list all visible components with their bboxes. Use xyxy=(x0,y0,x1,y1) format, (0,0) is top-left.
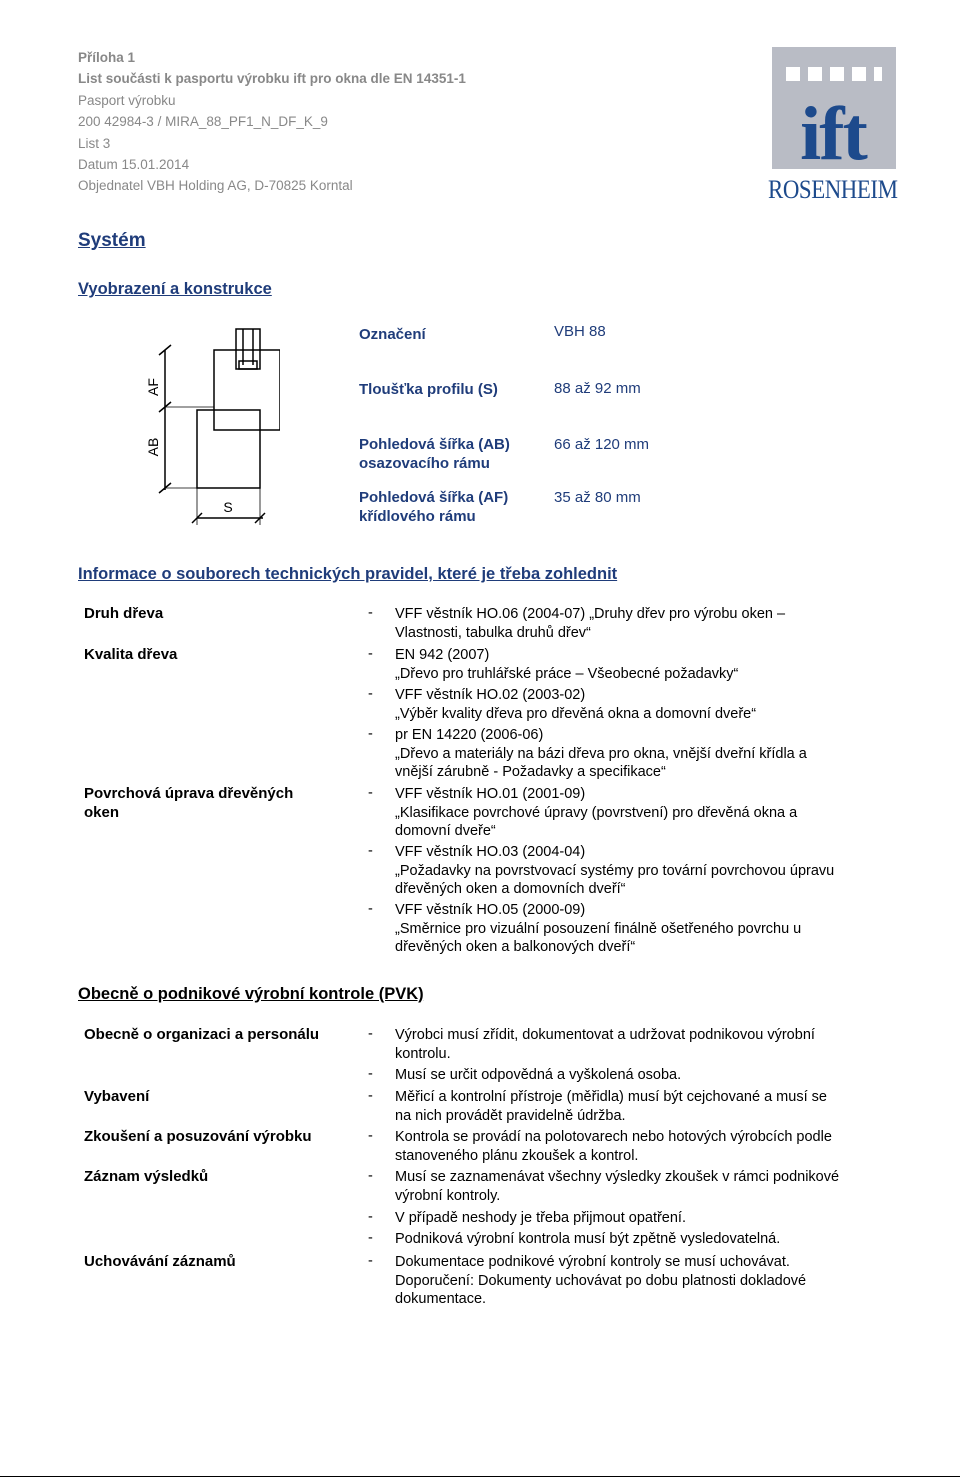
ift-rosenheim-logo xyxy=(768,47,898,207)
pvk-text: výrobní kontroly. xyxy=(395,1187,501,1204)
bullet-dash: - xyxy=(368,646,373,662)
pvk-results-2: V případě neshody je třeba přijmout opatření. xyxy=(395,1210,686,1226)
pvk-text: dokumentace. xyxy=(395,1291,487,1308)
header-annex: Příloha 1 xyxy=(78,50,136,65)
pvk-text: Měřicí a kontrolní přístroje (měřidla) musí být cejchované a musí se xyxy=(395,1089,827,1105)
document-header xyxy=(78,47,466,197)
pvk-text: stanoveného plánu zkoušek a kontrol. xyxy=(395,1147,639,1164)
pvk-text: Dokumentace podnikové výrobní kontroly se musí uchovávat. xyxy=(395,1254,790,1270)
spec-label-frame-width xyxy=(359,435,510,473)
spec-value-sash-width: 35 až 80 mm xyxy=(554,489,641,506)
page-title: Systém xyxy=(78,230,146,251)
bullet-dash: - xyxy=(368,1209,373,1225)
header-sheet: List 3 xyxy=(78,135,111,151)
header-client: Objednatel VBH Holding AG, D-70825 Korntal xyxy=(78,178,353,194)
spec-label-frame-width-line2: osazovacího rámu xyxy=(359,455,490,472)
spec-label-designation: Označení xyxy=(359,326,426,343)
rule-text: dřevěných oken a balkonových dveří“ xyxy=(395,939,636,956)
spec-value-frame-width: 66 až 120 mm xyxy=(554,436,650,453)
label-results-record: Záznam výsledků xyxy=(84,1168,209,1185)
label-surface-treatment xyxy=(84,784,293,822)
bullet-dash: - xyxy=(368,1128,373,1144)
rule-text: VFF věstník HO.01 (2001-09) xyxy=(395,786,586,802)
label-line: Povrchová úprava dřevěných xyxy=(84,785,294,802)
rule-en-14220 xyxy=(395,726,807,782)
rule-text: domovní dveře“ xyxy=(395,823,496,840)
rule-text: Vlastnosti, tabulka druhů dřev“ xyxy=(395,624,591,641)
pvk-text: Výrobci musí zřídit, dokumentovat a udržovat podnikovou výrobní xyxy=(395,1027,815,1043)
pvk-text: Kontrola se provádí na polotovarech nebo hotových výrobcích podle xyxy=(395,1129,832,1145)
rule-text: VFF věstník HO.05 (2000-09) xyxy=(395,902,586,918)
section-heading-technical-rules: Informace o souborech technických pravidel, které je třeba zohlednit xyxy=(78,565,618,583)
rule-text: VFF věstník HO.03 (2004-04) xyxy=(395,844,586,860)
rule-ho-03 xyxy=(395,843,834,899)
rule-text: „Klasifikace povrchové úpravy (povrstvení) pro dřevěná okna a xyxy=(395,804,798,821)
bullet-dash: - xyxy=(368,1253,373,1269)
spec-value-thickness: 88 až 92 mm xyxy=(554,380,641,397)
header-reference: 200 42984-3 / MIRA_88_PF1_N_DF_K_9 xyxy=(78,114,328,130)
pvk-text: Doporučení: Dokumenty uchovávat po dobu platnosti dokladové xyxy=(395,1272,807,1289)
spec-label-sash-width-line1: Pohledová šířka (AF) xyxy=(359,489,509,506)
pvk-text: na nich provádět pravidelně údržba. xyxy=(395,1107,626,1124)
spec-label-sash-width xyxy=(359,488,508,526)
s-dimension-label: S xyxy=(223,499,233,515)
page-bottom-rule xyxy=(0,1476,960,1477)
label-line: oken xyxy=(84,804,120,821)
rule-ho-02 xyxy=(395,686,756,723)
logo-city: ROSENHEIM xyxy=(768,175,898,204)
spec-label-frame-width-line1: Pohledová šířka (AB) xyxy=(359,436,510,453)
bullet-dash: - xyxy=(368,1168,373,1184)
header-date: Datum 15.01.2014 xyxy=(78,157,190,173)
pvk-text: kontrolu. xyxy=(395,1045,451,1062)
bullet-dash: - xyxy=(368,785,373,801)
rule-text: dřevěných oken a domovních dveří“ xyxy=(395,881,626,898)
pvk-testing xyxy=(395,1128,892,1165)
bullet-dash: - xyxy=(368,1026,373,1042)
rule-text: „Směrnice pro vizuální posouzení finálně ošetřeného povrchu u xyxy=(395,920,802,937)
rule-ho-05 xyxy=(395,901,801,957)
rule-ho-01 xyxy=(395,785,797,841)
bullet-dash: - xyxy=(368,686,373,702)
rule-text: „Požadavky na povrstvovací systémy pro tovární povrchovou úpravu xyxy=(395,862,835,879)
spec-value-designation: VBH 88 xyxy=(554,323,606,340)
ab-dimension-label: AB xyxy=(145,437,161,457)
rule-text: „Dřevo a materiály na bázi dřeva pro okna, vnější dveřní křídla a xyxy=(395,745,807,762)
label-wood-species: Druh dřeva xyxy=(84,605,164,622)
spec-label-sash-width-line2: křídlového rámu xyxy=(359,508,476,525)
bullet-dash: - xyxy=(368,726,373,742)
pvk-organization-1 xyxy=(395,1026,892,1063)
rule-text: pr EN 14220 (2006-06) xyxy=(395,727,544,743)
pvk-organization-2: Musí se určit odpovědná a vyškolená osoba. xyxy=(395,1067,682,1083)
pvk-results-3: Podniková výrobní kontrola musí být zpětně vysledovatelná. xyxy=(395,1231,781,1247)
rule-text: VFF věstník HO.06 (2004-07) „Druhy dřev pro výrobu oken – xyxy=(395,606,786,622)
pvk-equipment xyxy=(395,1088,892,1125)
label-equipment: Vybavení xyxy=(84,1088,150,1105)
logo-word: ift xyxy=(800,92,866,176)
rule-text: „Dřevo pro truhlářské práce – Všeobecné požadavky“ xyxy=(395,665,739,682)
rule-wood-species xyxy=(395,605,785,642)
rule-en-942 xyxy=(395,646,738,683)
bullet-dash: - xyxy=(368,1088,373,1104)
rule-text: vnější zárubně - Požadavky a specifikace“ xyxy=(395,764,666,781)
rule-text: „Výběr kvality dřeva pro dřevěná okna a domovní dveře“ xyxy=(395,705,757,722)
label-testing: Zkoušení a posuzování výrobku xyxy=(84,1128,312,1145)
spec-label-thickness: Tloušťka profilu (S) xyxy=(359,381,498,398)
profile-diagram xyxy=(140,325,280,530)
label-wood-quality: Kvalita dřeva xyxy=(84,646,178,663)
rule-text: VFF věstník HO.02 (2003-02) xyxy=(395,687,586,703)
bullet-dash: - xyxy=(368,605,373,621)
rule-text: EN 942 (2007) xyxy=(395,647,490,663)
label-organization: Obecně o organizaci a personálu xyxy=(84,1026,320,1043)
bullet-dash: - xyxy=(368,843,373,859)
header-title: List součásti k pasportu výrobku ift pro okna dle EN 14351-1 xyxy=(78,71,466,87)
bullet-dash: - xyxy=(368,901,373,917)
section-heading-production-control: Obecně o podnikové výrobní kontrole (PVK) xyxy=(78,985,424,1003)
pvk-results-1 xyxy=(395,1168,892,1205)
section-heading-construction: Vyobrazení a konstrukce xyxy=(78,280,272,298)
label-records-retention: Uchovávání záznamů xyxy=(84,1253,236,1270)
pvk-text: Musí se zaznamenávat všechny výsledky zkoušek v rámci podnikové xyxy=(395,1169,840,1185)
bullet-dash: - xyxy=(368,1066,373,1082)
af-dimension-label: AF xyxy=(145,378,161,396)
pvk-retention xyxy=(395,1253,892,1309)
bullet-dash: - xyxy=(368,1230,373,1246)
header-passport: Pasport výrobku xyxy=(78,92,176,108)
